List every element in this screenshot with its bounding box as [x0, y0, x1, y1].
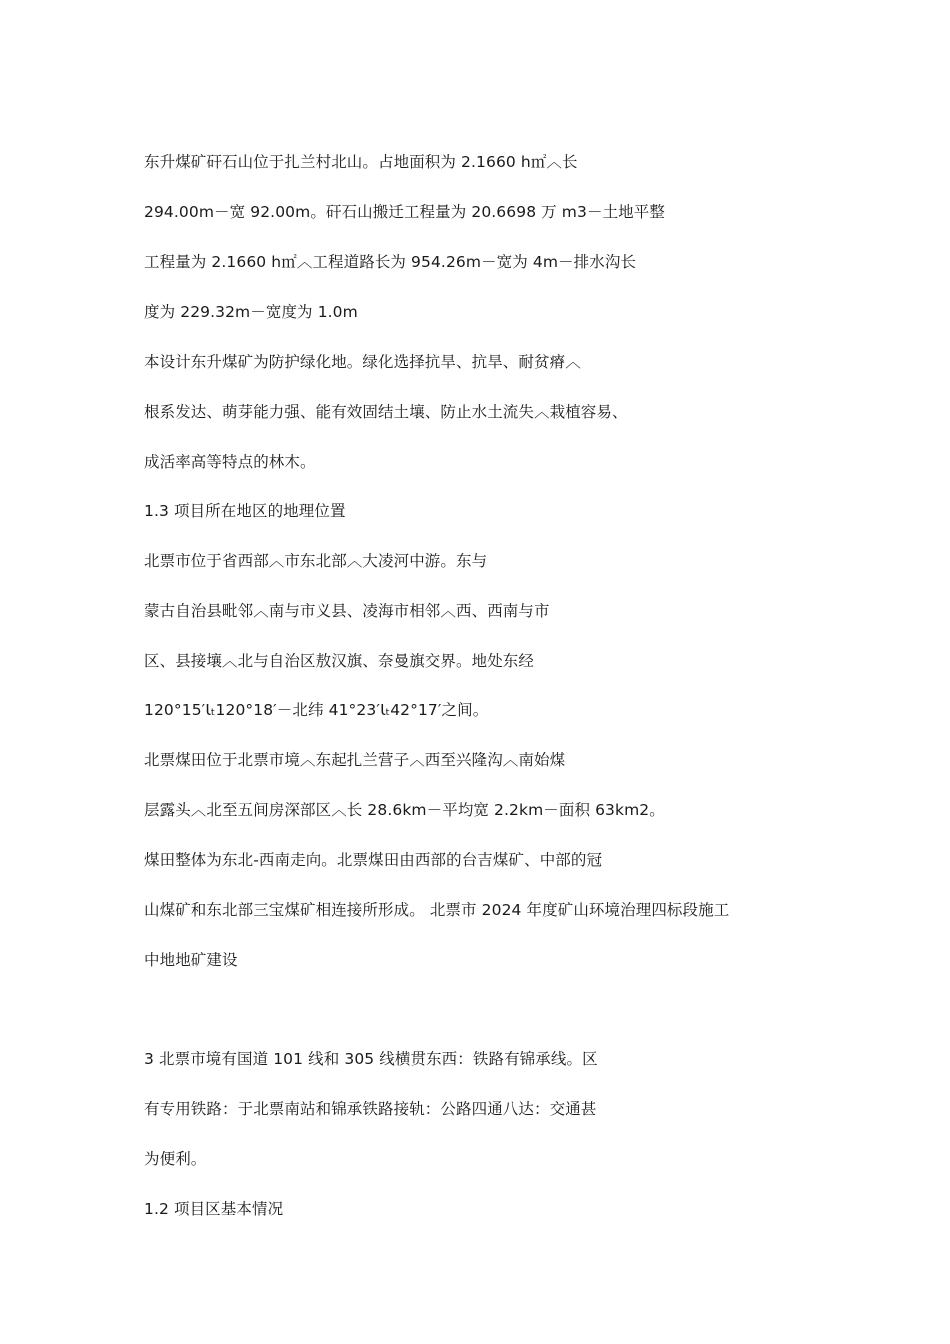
- paragraph-line: 根系发达、萌芽能力强、能有效固结土壤、防止水土流失︿栽植容易、: [144, 403, 628, 421]
- paragraph-line: 山煤矿和东北部三宝煤矿相连接所形成。 北票市 2024 年度矿山环境治理四标段施工: [144, 901, 730, 919]
- section-heading: 1.2 项目区基本情况: [144, 1200, 284, 1218]
- paragraph-line: 为便利。: [144, 1150, 207, 1168]
- paragraph-line: 成活率高等特点的林木。: [144, 453, 316, 471]
- paragraph-line: 3 北票市境有国道 101 线和 305 线横贯东西：铁路有锦承线。区: [144, 1050, 598, 1068]
- paragraph-line: 北票煤田位于北票市境︿东起扎兰营子︿西至兴隆沟︿南始煤: [144, 751, 566, 769]
- paragraph-line: 区、县接壤︿北与自治区敖汉旗、奈曼旗交界。地处东经: [144, 652, 535, 670]
- paragraph-line: 层露头︿北至五间房深部区︿长 28.6km－平均宽 2.2km－面积 63km2。: [144, 801, 665, 819]
- paragraph-line: 中地地矿建设: [144, 951, 238, 969]
- paragraph-line: 东升煤矿矸石山位于扎兰村北山。占地面积为 2.1660 h㎡︿长: [144, 153, 578, 171]
- paragraph-line: 120°15′Ɩₜ120°18′－北纬 41°23′Ɩₜ42°17′之间。: [144, 701, 489, 719]
- paragraph-line: 本设计东升煤矿为防护绿化地。绿化选择抗旱、抗旱、耐贫瘠︿: [144, 353, 581, 371]
- section-heading: 1.3 项目所在地区的地理位置: [144, 502, 346, 520]
- paragraph-line: 北票市位于省西部︿市东北部︿大凌河中游。东与: [144, 552, 488, 570]
- paragraph-line: 度为 229.32m－宽度为 1.0m: [144, 303, 358, 321]
- paragraph-line: 蒙古自治县毗邻︿南与市义县、凌海市相邻︿西、西南与市: [144, 602, 550, 620]
- paragraph-line: 有专用铁路：于北票南站和锦承铁路接轨：公路四通八达：交通甚: [144, 1100, 597, 1118]
- paragraph-line: 煤田整体为东北-西南走向。北票煤田由西部的台吉煤矿、中部的冠: [144, 851, 603, 869]
- paragraph-line: 294.00m－宽 92.00m。矸石山搬迁工程量为 20.6698 万 m3－土地平整: [144, 203, 665, 221]
- paragraph-line: 工程量为 2.1660 h㎡︿工程道路长为 954.26m－宽为 4m－排水沟长: [144, 253, 637, 271]
